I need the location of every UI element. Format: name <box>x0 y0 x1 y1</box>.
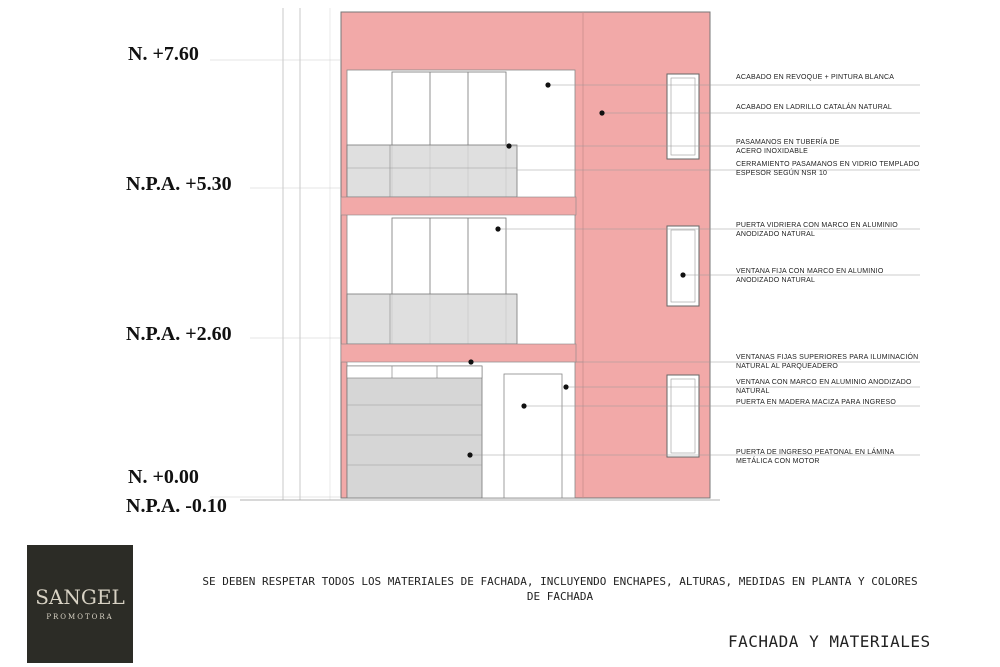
note-fixed-window: VENTANA FIJA CON MARCO EN ALUMINIO ANODIZADO NATURAL <box>736 268 884 284</box>
level-label-top: N. +7.60 <box>128 43 199 65</box>
third-floor-railing <box>347 145 517 197</box>
note-glass-railing: CERRAMIENTO PASAMANOS EN VIDRIO TEMPLADO ESPESOR SEGÚN NSR 10 <box>736 161 920 177</box>
note-wood-door: PUERTA EN MADERA MACIZA PARA INGRESO <box>736 399 897 406</box>
note-render: ACABADO EN REVOQUE + PINTURA BLANCA <box>736 74 895 81</box>
note-upper-windows: VENTANAS FIJAS SUPERIORES PARA ILUMINACIÓN NATURAL AL PARQUEADERO <box>736 354 919 370</box>
note-handrail: PASAMANOS EN TUBERÍA DE ACERO INOXIDABLE <box>736 139 840 155</box>
third-floor-slab <box>341 197 576 215</box>
sheet-title: FACHADA Y MATERIALES <box>728 632 931 651</box>
brand-tagline: PROMOTORA <box>46 613 114 621</box>
note-brick: ACABADO EN LADRILLO CATALÁN NATURAL <box>736 104 892 111</box>
level-label-ground: N. +0.00 <box>128 466 199 488</box>
instruction-note: SE DEBEN RESPETAR TODOS LOS MATERIALES DE FACHADA, INCLUYENDO ENCHAPES, ALTURAS, MEDIDAS EN PLANTA Y COLORES DE FACHADA <box>202 575 918 603</box>
second-floor-railing <box>347 294 517 344</box>
brand-name: SANGEL <box>35 585 125 609</box>
level-label-sidewalk: N.P.A. -0.10 <box>126 495 227 517</box>
level-label-second: N.P.A. +2.60 <box>126 323 232 345</box>
note-metal-door: PUERTA DE INGRESO PEATONAL EN LÁMINA METÁLICA CON MOTOR <box>736 449 895 465</box>
brand-logo <box>27 545 133 663</box>
note-glass-door: PUERTA VIDRIERA CON MARCO EN ALUMINIO ANODIZADO NATURAL <box>736 222 898 238</box>
right-window-middle <box>667 226 699 306</box>
level-label-third: N.P.A. +5.30 <box>126 173 232 195</box>
garage-door <box>347 366 482 498</box>
note-aluminium-window: VENTANA CON MARCO EN ALUMINIO ANODIZADO NATURAL <box>736 379 912 395</box>
second-floor-slab <box>341 344 576 362</box>
entry-door <box>504 374 562 498</box>
